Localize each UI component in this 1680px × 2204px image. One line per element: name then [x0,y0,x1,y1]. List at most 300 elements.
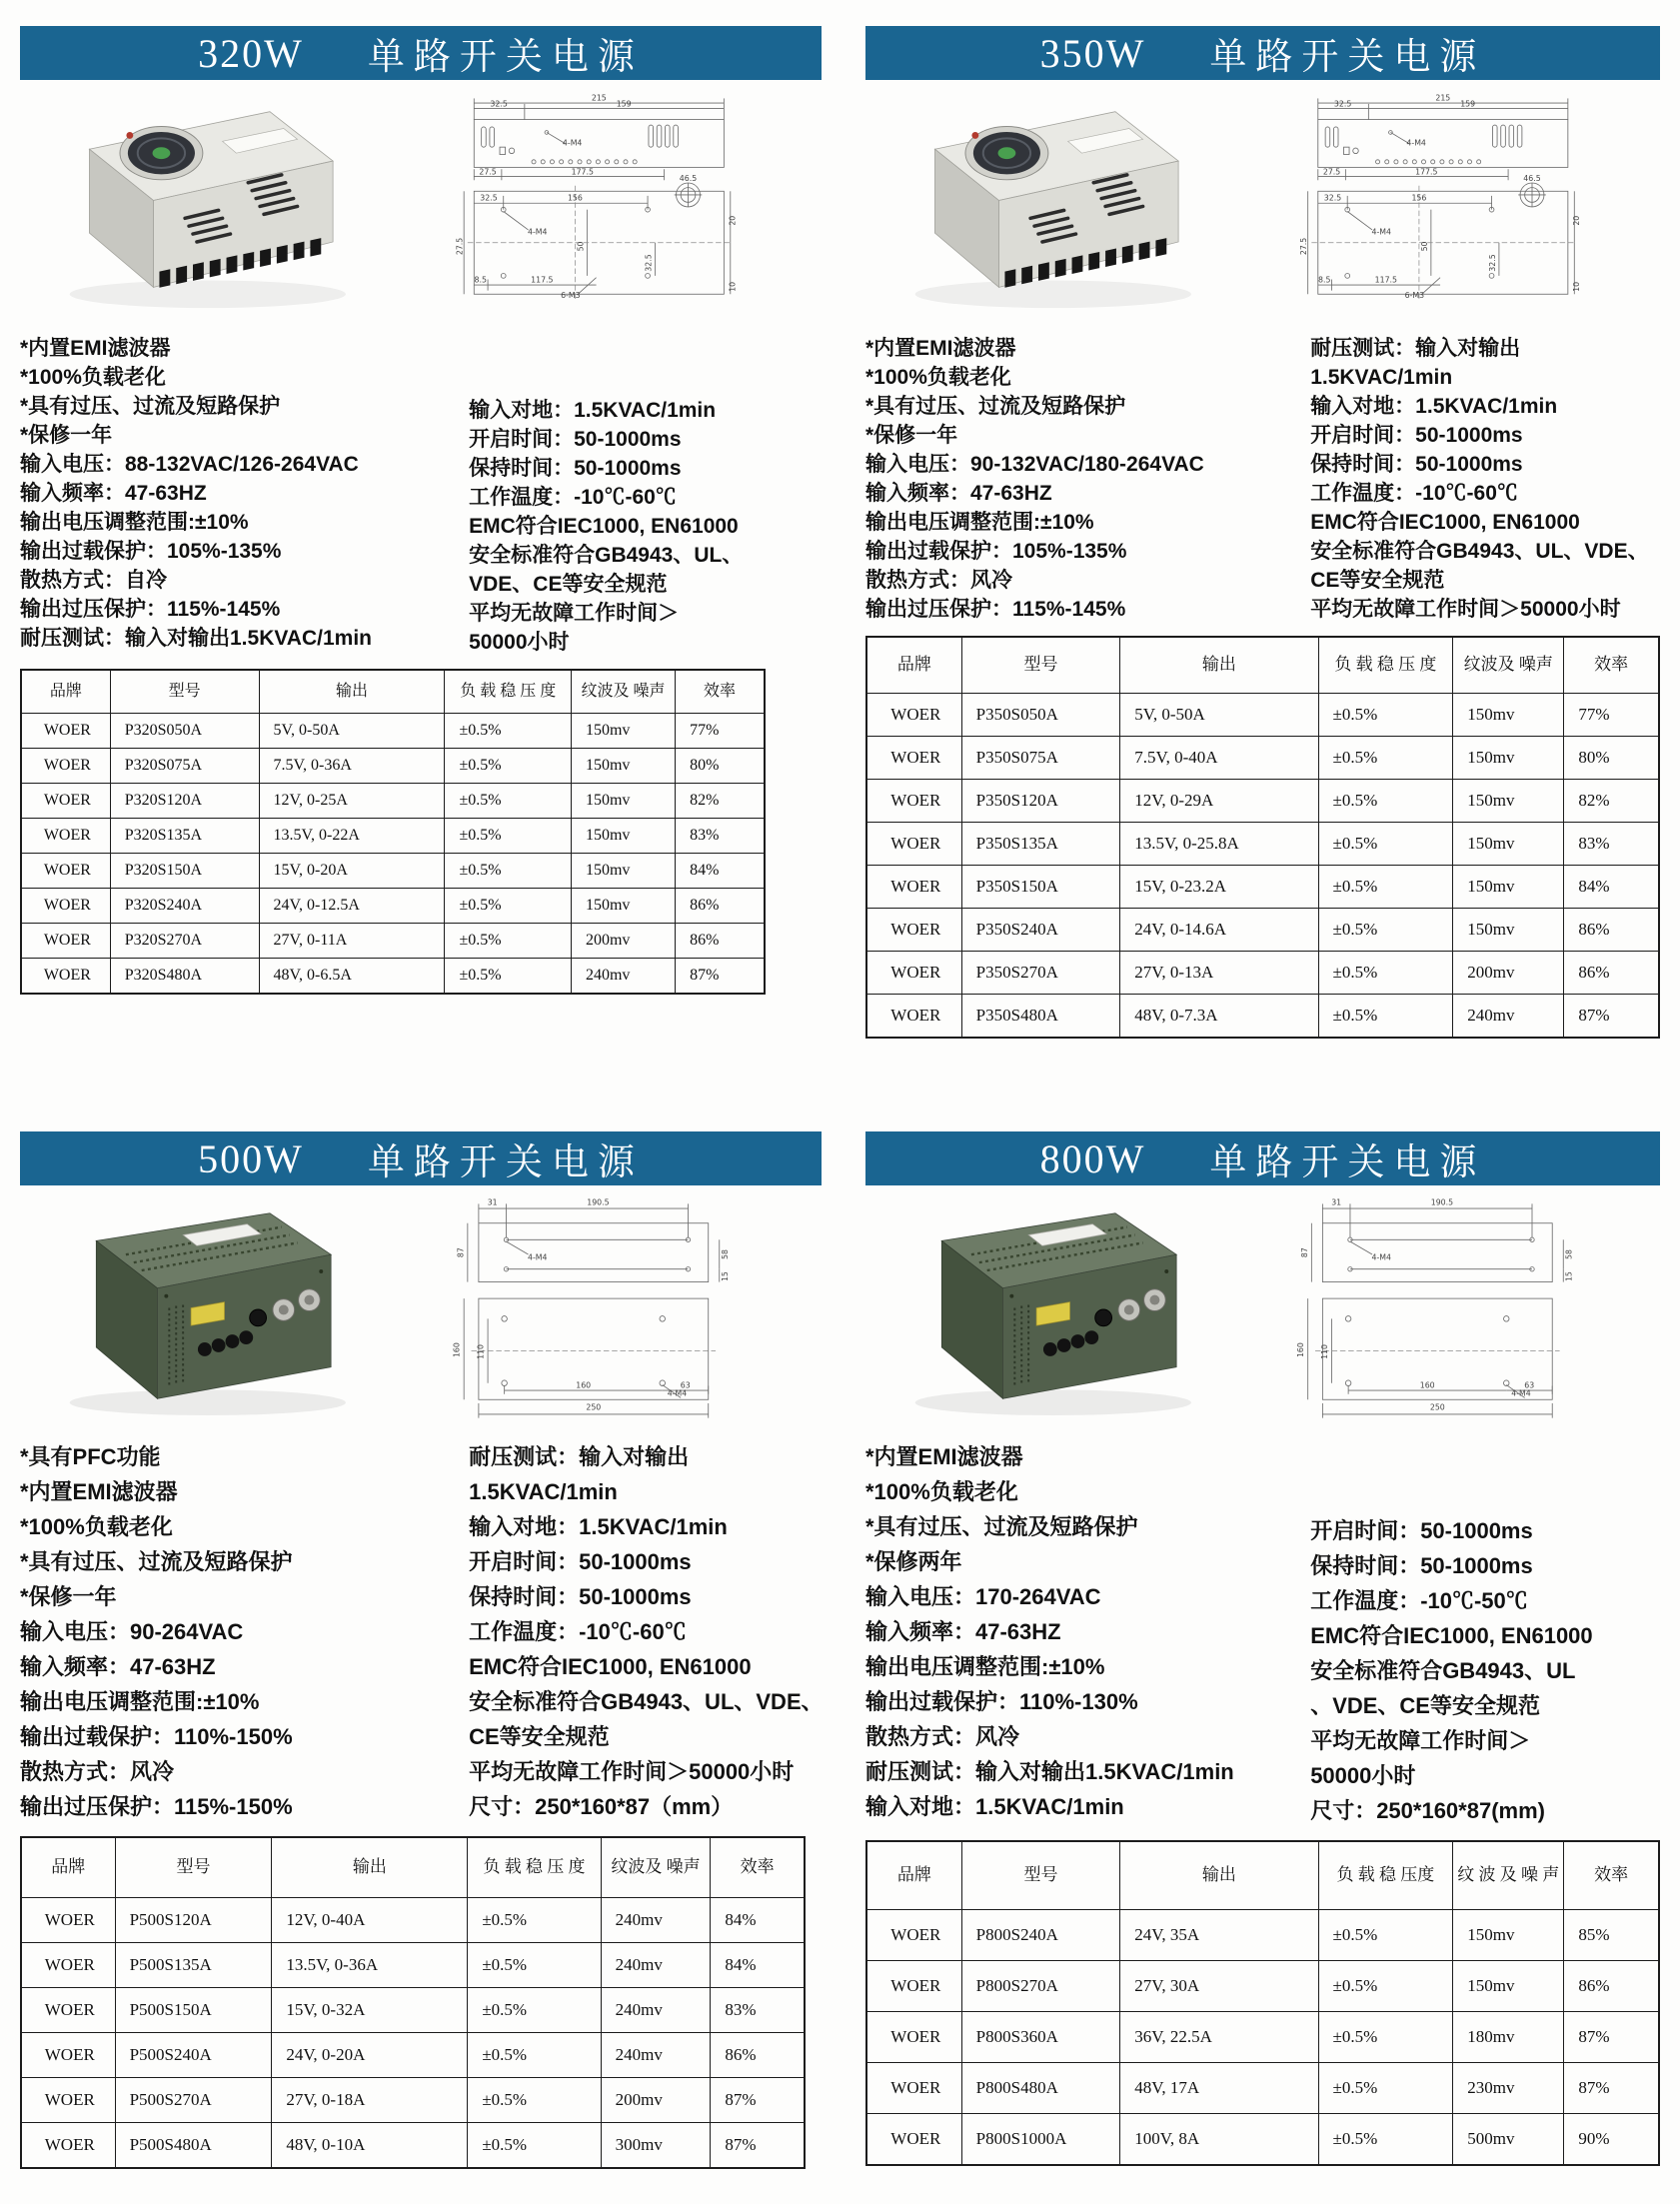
feature-line: 开启时间：50-1000ms [469,428,682,451]
cell-eff: 84% [711,1897,805,1942]
feature-line: 1.5KVAC/1min [469,1479,618,1504]
feature-section [20,334,822,657]
svg-text:6-M3: 6-M3 [561,290,581,300]
feature-list-left [865,334,1310,624]
cell-load-reg: ±0.5% [445,853,571,888]
cell-load-reg: ±0.5% [1318,2062,1453,2113]
cell-output: 24V, 35A [1120,1909,1318,1960]
table-row [21,818,765,853]
cell-output: 13.5V, 0-25.8A [1120,822,1318,865]
cell-output: 15V, 0-32A [272,1987,468,2032]
cell-eff: 85% [1564,1909,1659,1960]
feature-line: 输入电压：88-132VAC/126-264VAC [20,453,359,476]
feature-line: 平均无故障工作时间＞50000小时 [1310,598,1621,621]
cell-brand: WOER [21,853,110,888]
cell-eff: 84% [711,1942,805,1987]
feature-line: 工作温度：-10℃-50℃ [1310,1588,1528,1613]
cell-eff: 87% [676,958,765,994]
col-header-brand: 品牌 [866,1841,961,1909]
feature-line: 输出电压调整范围:±10% [20,511,249,534]
feature-line: 输入频率：47-63HZ [865,482,1052,505]
cell-ripple: 300mv [601,2122,711,2168]
cell-output: 27V, 0-13A [1120,951,1318,994]
cell-output: 48V, 0-6.5A [259,958,445,994]
feature-line: *内置EMI滤波器 [20,1479,178,1504]
cell-model: P350S120A [961,779,1120,822]
cell-ripple: 500mv [1453,2113,1564,2165]
svg-text:190.5: 190.5 [587,1197,610,1207]
feature-line: *具有PFC功能 [20,1444,161,1469]
col-header-output: 输出 [1120,637,1318,693]
cell-brand: WOER [866,2011,961,2062]
cell-load-reg: ±0.5% [1318,2113,1453,2165]
feature-line: EMC符合IEC1000, EN61000 [469,515,739,538]
section-power-label: 800W [1039,1135,1146,1181]
cell-ripple: 200mv [601,2077,711,2122]
cell-load-reg: ±0.5% [468,2032,601,2077]
svg-text:10: 10 [728,281,738,292]
section-title: 单路开关电源 [1209,37,1486,78]
svg-text:117.5: 117.5 [1374,275,1397,285]
cell-ripple: 150mv [571,888,675,923]
feature-section [20,1439,822,1824]
feature-line: 尺寸：250*160*87（mm） [469,1794,734,1819]
cell-model: P320S270A [110,923,259,958]
svg-text:50: 50 [1420,241,1430,252]
table-row [21,923,765,958]
cell-model: P500S135A [115,1942,272,1987]
cell-output: 48V, 17A [1120,2062,1318,2113]
cell-ripple: 150mv [1453,865,1564,908]
cell-ripple: 240mv [601,1897,711,1942]
cell-output: 27V, 0-11A [259,923,445,958]
feature-line: 安全标准符合GB4943、UL、VDE、 [469,1689,824,1714]
feature-line: CE等安全规范 [469,1724,610,1749]
svg-text:4-M4: 4-M4 [667,1388,688,1398]
cell-model: P500S120A [115,1897,272,1942]
table-row [21,1987,805,2032]
svg-text:190.5: 190.5 [1430,1197,1454,1207]
svg-text:20: 20 [1571,215,1581,226]
dimension-drawing [1233,92,1660,320]
col-header-eff: 效率 [711,1837,805,1897]
svg-text:87: 87 [1299,1247,1309,1258]
table-row [866,2062,1659,2113]
cell-ripple: 150mv [571,748,675,783]
cell-eff: 87% [711,2122,805,2168]
cell-brand: WOER [866,951,961,994]
cell-model: P500S270A [115,2077,272,2122]
table-row [21,1897,805,1942]
feature-line: 散热方式：风冷 [20,1759,175,1784]
section-power-label: 350W [1039,30,1146,76]
feature-line: 工作温度：-10℃-60℃ [1310,482,1518,505]
svg-text:160: 160 [1419,1380,1435,1390]
section-title: 单路开关电源 [367,1142,644,1183]
feature-line: 输入电压：90-264VAC [20,1619,244,1644]
feature-list-right [469,1439,822,1824]
section-320w [20,26,822,1092]
dimension-drawing [1233,1197,1660,1425]
svg-text:32.5: 32.5 [480,193,498,203]
table-header-row [21,670,765,713]
cell-brand: WOER [866,1960,961,2011]
svg-text:160: 160 [452,1342,462,1358]
feature-line: 输入电压：170-264VAC [865,1584,1101,1609]
feature-line: 50000小时 [469,631,570,654]
section-500w [20,1131,822,2204]
svg-text:117.5: 117.5 [531,275,554,285]
feature-line: 50000小时 [1310,1763,1416,1788]
feature-line: 输出过载保护：110%-150% [20,1724,293,1749]
cell-model: P500S150A [115,1987,272,2032]
cell-output: 13.5V, 0-36A [272,1942,468,1987]
col-header-load-reg: 负 载 稳 压度 [1318,1841,1453,1909]
table-row [866,951,1659,994]
cell-output: 48V, 0-7.3A [1120,994,1318,1038]
cell-ripple: 240mv [601,1942,711,1987]
cell-brand: WOER [866,693,961,736]
feature-line: *保修一年 [20,424,113,447]
svg-text:87: 87 [456,1247,466,1258]
col-header-ripple: 纹波及 噪声 [571,670,675,713]
cell-eff: 86% [1564,951,1659,994]
svg-text:4-M4: 4-M4 [1371,227,1391,237]
cell-ripple: 230mv [1453,2062,1564,2113]
feature-line: 耐压测试：输入对输出 [469,1444,690,1469]
cell-model: P350S270A [961,951,1120,994]
feature-line: 输出过载保护：110%-130% [865,1689,1138,1714]
feature-line: 耐压测试：输入对输出1.5KVAC/1min [20,627,372,650]
feature-line: 输入对地：1.5KVAC/1min [865,1794,1124,1819]
table-row [866,2011,1659,2062]
cell-load-reg: ±0.5% [445,923,571,958]
cell-model: P320S120A [110,783,259,818]
cell-load-reg: ±0.5% [1318,779,1453,822]
cell-load-reg: ±0.5% [468,1987,601,2032]
media-row [20,1197,822,1429]
svg-text:250: 250 [1429,1402,1445,1412]
feature-line: 开启时间：50-1000ms [469,1549,692,1574]
cell-brand: WOER [866,865,961,908]
svg-text:250: 250 [586,1402,602,1412]
cell-output: 15V, 0-23.2A [1120,865,1318,908]
feature-line: EMC符合IEC1000, EN61000 [1310,1623,1593,1648]
svg-text:6-M3: 6-M3 [1404,290,1425,300]
svg-text:160: 160 [576,1380,592,1390]
cell-brand: WOER [866,2113,961,2165]
svg-text:110: 110 [476,1344,486,1359]
col-header-eff: 效率 [1564,637,1659,693]
cell-output: 24V, 0-20A [272,2032,468,2077]
cell-brand: WOER [21,1987,115,2032]
svg-text:15: 15 [721,1271,731,1282]
feature-line: 散热方式：风冷 [865,1724,1020,1749]
feature-list-left [20,334,469,657]
svg-text:27.5: 27.5 [455,237,465,256]
cell-brand: WOER [866,994,961,1038]
cell-eff: 86% [711,2032,805,2077]
cell-eff: 84% [1564,865,1659,908]
col-header-model: 型号 [961,637,1120,693]
cell-model: P350S480A [961,994,1120,1038]
svg-text:110: 110 [1319,1344,1329,1359]
cell-model: P320S135A [110,818,259,853]
cell-ripple: 150mv [571,853,675,888]
feature-line: *具有过压、过流及短路保护 [865,1514,1138,1539]
cell-model: P500S240A [115,2032,272,2077]
table-row [21,853,765,888]
svg-text:27.5: 27.5 [479,167,497,177]
table-row [21,1942,805,1987]
cell-load-reg: ±0.5% [468,1897,601,1942]
cell-brand: WOER [21,888,110,923]
cell-ripple: 150mv [1453,1909,1564,1960]
cell-eff: 86% [676,888,765,923]
feature-line: *具有过压、过流及短路保护 [20,1549,293,1574]
feature-line: 耐压测试：输入对输出 [1310,337,1521,360]
svg-text:10: 10 [1571,281,1581,292]
cell-output: 36V, 22.5A [1120,2011,1318,2062]
cell-ripple: 200mv [571,923,675,958]
svg-text:58: 58 [721,1249,731,1259]
svg-text:46.5: 46.5 [1523,174,1541,184]
cell-brand: WOER [21,2077,115,2122]
cell-ripple: 240mv [571,958,675,994]
table-row [866,865,1659,908]
cell-ripple: 150mv [1453,693,1564,736]
cell-eff: 86% [1564,908,1659,951]
section-350w [865,26,1660,1092]
cell-output: 12V, 0-25A [259,783,445,818]
feature-line: 输出电压调整范围:±10% [20,1689,260,1714]
feature-line: 尺寸：250*160*87(mm) [1310,1798,1545,1823]
product-photo [879,92,1197,314]
feature-line: 输出电压调整范围:±10% [865,1654,1105,1679]
cell-output: 13.5V, 0-22A [259,818,445,853]
cell-load-reg: ±0.5% [1318,994,1453,1038]
feature-line: *100%负载老化 [865,366,1011,389]
cell-model: P320S050A [110,713,259,748]
cell-brand: WOER [21,748,110,783]
product-photo [34,92,352,314]
cell-model: P800S1000A [961,2113,1120,2165]
col-header-output: 输出 [1120,1841,1318,1909]
feature-line: 输出过载保护：105%-135% [20,540,282,563]
svg-text:8.5: 8.5 [1318,275,1331,285]
cell-model: P320S075A [110,748,259,783]
cell-load-reg: ±0.5% [1318,865,1453,908]
spec-table-500w [20,1836,806,2169]
feature-list-right [469,334,822,657]
cell-output: 15V, 0-20A [259,853,445,888]
section-header-320w [20,26,822,80]
svg-text:58: 58 [1564,1249,1574,1259]
svg-text:50: 50 [576,241,586,252]
svg-text:159: 159 [1460,99,1476,109]
feature-line: 输入频率：47-63HZ [20,482,207,505]
svg-text:20: 20 [728,215,738,226]
col-header-output: 输出 [259,670,445,713]
svg-text:4-M4: 4-M4 [527,227,548,237]
section-header-800w [865,1131,1660,1185]
cell-ripple: 240mv [601,1987,711,2032]
cell-brand: WOER [21,713,110,748]
feature-line: EMC符合IEC1000, EN61000 [469,1654,752,1679]
svg-text:4-M4: 4-M4 [562,138,583,148]
cell-ripple: 150mv [1453,1960,1564,2011]
col-header-eff: 效率 [676,670,765,713]
dimension-drawing [388,92,818,320]
cell-output: 12V, 0-29A [1120,779,1318,822]
cell-eff: 87% [1564,2062,1659,2113]
cell-output: 48V, 0-10A [272,2122,468,2168]
section-800w [865,1131,1660,2204]
cell-brand: WOER [866,779,961,822]
table-row [21,783,765,818]
feature-line: 保持时间：50-1000ms [1310,453,1523,476]
cell-load-reg: ±0.5% [1318,2011,1453,2062]
col-header-model: 型号 [961,1841,1120,1909]
col-header-ripple: 纹 波 及 噪 声 [1453,1841,1564,1909]
svg-text:4-M4: 4-M4 [1406,138,1426,148]
cell-brand: WOER [21,2032,115,2077]
section-power-label: 500W [198,1135,304,1181]
cell-model: P350S050A [961,693,1120,736]
table-header-row [866,1841,1659,1909]
svg-text:27.5: 27.5 [1298,237,1308,256]
svg-text:32.5: 32.5 [1488,254,1498,272]
col-header-model: 型号 [110,670,259,713]
cell-brand: WOER [21,2122,115,2168]
cell-load-reg: ±0.5% [468,2122,601,2168]
svg-text:15: 15 [1564,1271,1574,1282]
feature-line: 输入对地：1.5KVAC/1min [469,1514,728,1539]
cell-eff: 86% [676,923,765,958]
col-header-brand: 品牌 [21,1837,115,1897]
cell-ripple: 150mv [571,713,675,748]
cell-brand: WOER [21,1942,115,1987]
cell-model: P800S480A [961,2062,1120,2113]
cell-brand: WOER [866,1909,961,1960]
feature-line: 开启时间：50-1000ms [1310,1518,1533,1543]
cell-output: 100V, 8A [1120,2113,1318,2165]
cell-model: P500S480A [115,2122,272,2168]
cell-eff: 87% [711,2077,805,2122]
cell-output: 7.5V, 0-40A [1120,736,1318,779]
section-header-350w [865,26,1660,80]
svg-text:63: 63 [680,1380,691,1390]
cell-ripple: 150mv [1453,822,1564,865]
table-row [866,779,1659,822]
cell-load-reg: ±0.5% [445,713,571,748]
svg-text:27.5: 27.5 [1322,167,1341,177]
col-header-ripple: 纹波及 噪声 [601,1837,711,1897]
cell-load-reg: ±0.5% [1318,693,1453,736]
cell-ripple: 150mv [571,783,675,818]
feature-section [865,334,1660,624]
cell-eff: 90% [1564,2113,1659,2165]
cell-load-reg: ±0.5% [1318,822,1453,865]
table-row [866,1960,1659,2011]
table-row [21,958,765,994]
svg-text:177.5: 177.5 [571,167,594,177]
cell-load-reg: ±0.5% [468,1942,601,1987]
col-header-load-reg: 负 载 稳 压 度 [468,1837,601,1897]
cell-output: 12V, 0-40A [272,1897,468,1942]
table-row [866,736,1659,779]
cell-load-reg: ±0.5% [468,2077,601,2122]
table-row [866,822,1659,865]
col-header-eff: 效率 [1564,1841,1659,1909]
feature-line: 安全标准符合GB4943、UL、VDE、 [1310,540,1649,563]
cell-load-reg: ±0.5% [445,958,571,994]
cell-eff: 87% [1564,994,1659,1038]
cell-brand: WOER [866,2062,961,2113]
feature-line: 平均无故障工作时间＞ [469,602,680,625]
svg-text:4-M4: 4-M4 [1371,1252,1391,1262]
cell-eff: 77% [676,713,765,748]
feature-line: 平均无故障工作时间＞50000小时 [469,1759,795,1784]
cell-model: P800S240A [961,1909,1120,1960]
spec-table-350w [865,636,1660,1039]
cell-model: P350S150A [961,865,1120,908]
cell-load-reg: ±0.5% [445,748,571,783]
svg-text:32.5: 32.5 [644,254,654,272]
table-row [21,713,765,748]
product-photo [879,1197,1197,1419]
feature-line: 开启时间：50-1000ms [1310,424,1523,447]
cell-eff: 80% [1564,736,1659,779]
svg-text:32.5: 32.5 [490,99,508,109]
feature-line: 平均无故障工作时间＞ [1310,1728,1531,1753]
cell-eff: 87% [1564,2011,1659,2062]
table-row [866,908,1659,951]
feature-line: 散热方式：风冷 [865,569,1012,592]
feature-line: 耐压测试：输入对输出1.5KVAC/1min [865,1759,1234,1784]
table-header-row [21,1837,805,1897]
cell-ripple: 180mv [1453,2011,1564,2062]
table-row [866,994,1659,1038]
feature-line: *100%负载老化 [865,1479,1018,1504]
section-power-label: 320W [198,30,304,76]
feature-line: 输入对地：1.5KVAC/1min [1310,395,1558,418]
table-row [21,888,765,923]
cell-output: 24V, 0-14.6A [1120,908,1318,951]
feature-line: 、VDE、CE等安全规范 [1310,1693,1540,1718]
svg-text:31: 31 [1331,1197,1342,1207]
feature-line: 输入电压：90-132VAC/180-264VAC [865,453,1204,476]
cell-eff: 83% [676,818,765,853]
feature-line: CE等安全规范 [1310,569,1445,592]
svg-text:4-M4: 4-M4 [527,1252,548,1262]
cell-ripple: 240mv [1453,994,1564,1038]
feature-line: 保持时间：50-1000ms [469,457,682,480]
feature-line: EMC符合IEC1000, EN61000 [1310,511,1580,534]
feature-line: *保修一年 [865,424,958,447]
table-row [866,1909,1659,1960]
col-header-output: 输出 [272,1837,468,1897]
feature-section [865,1439,1660,1828]
cell-load-reg: ±0.5% [445,888,571,923]
media-row [865,1197,1660,1429]
cell-model: P320S480A [110,958,259,994]
cell-output: 27V, 0-18A [272,2077,468,2122]
cell-model: P800S270A [961,1960,1120,2011]
cell-load-reg: ±0.5% [1318,1960,1453,2011]
feature-line: 保持时间：50-1000ms [469,1584,692,1609]
col-header-load-reg: 负 载 稳 压 度 [445,670,571,713]
